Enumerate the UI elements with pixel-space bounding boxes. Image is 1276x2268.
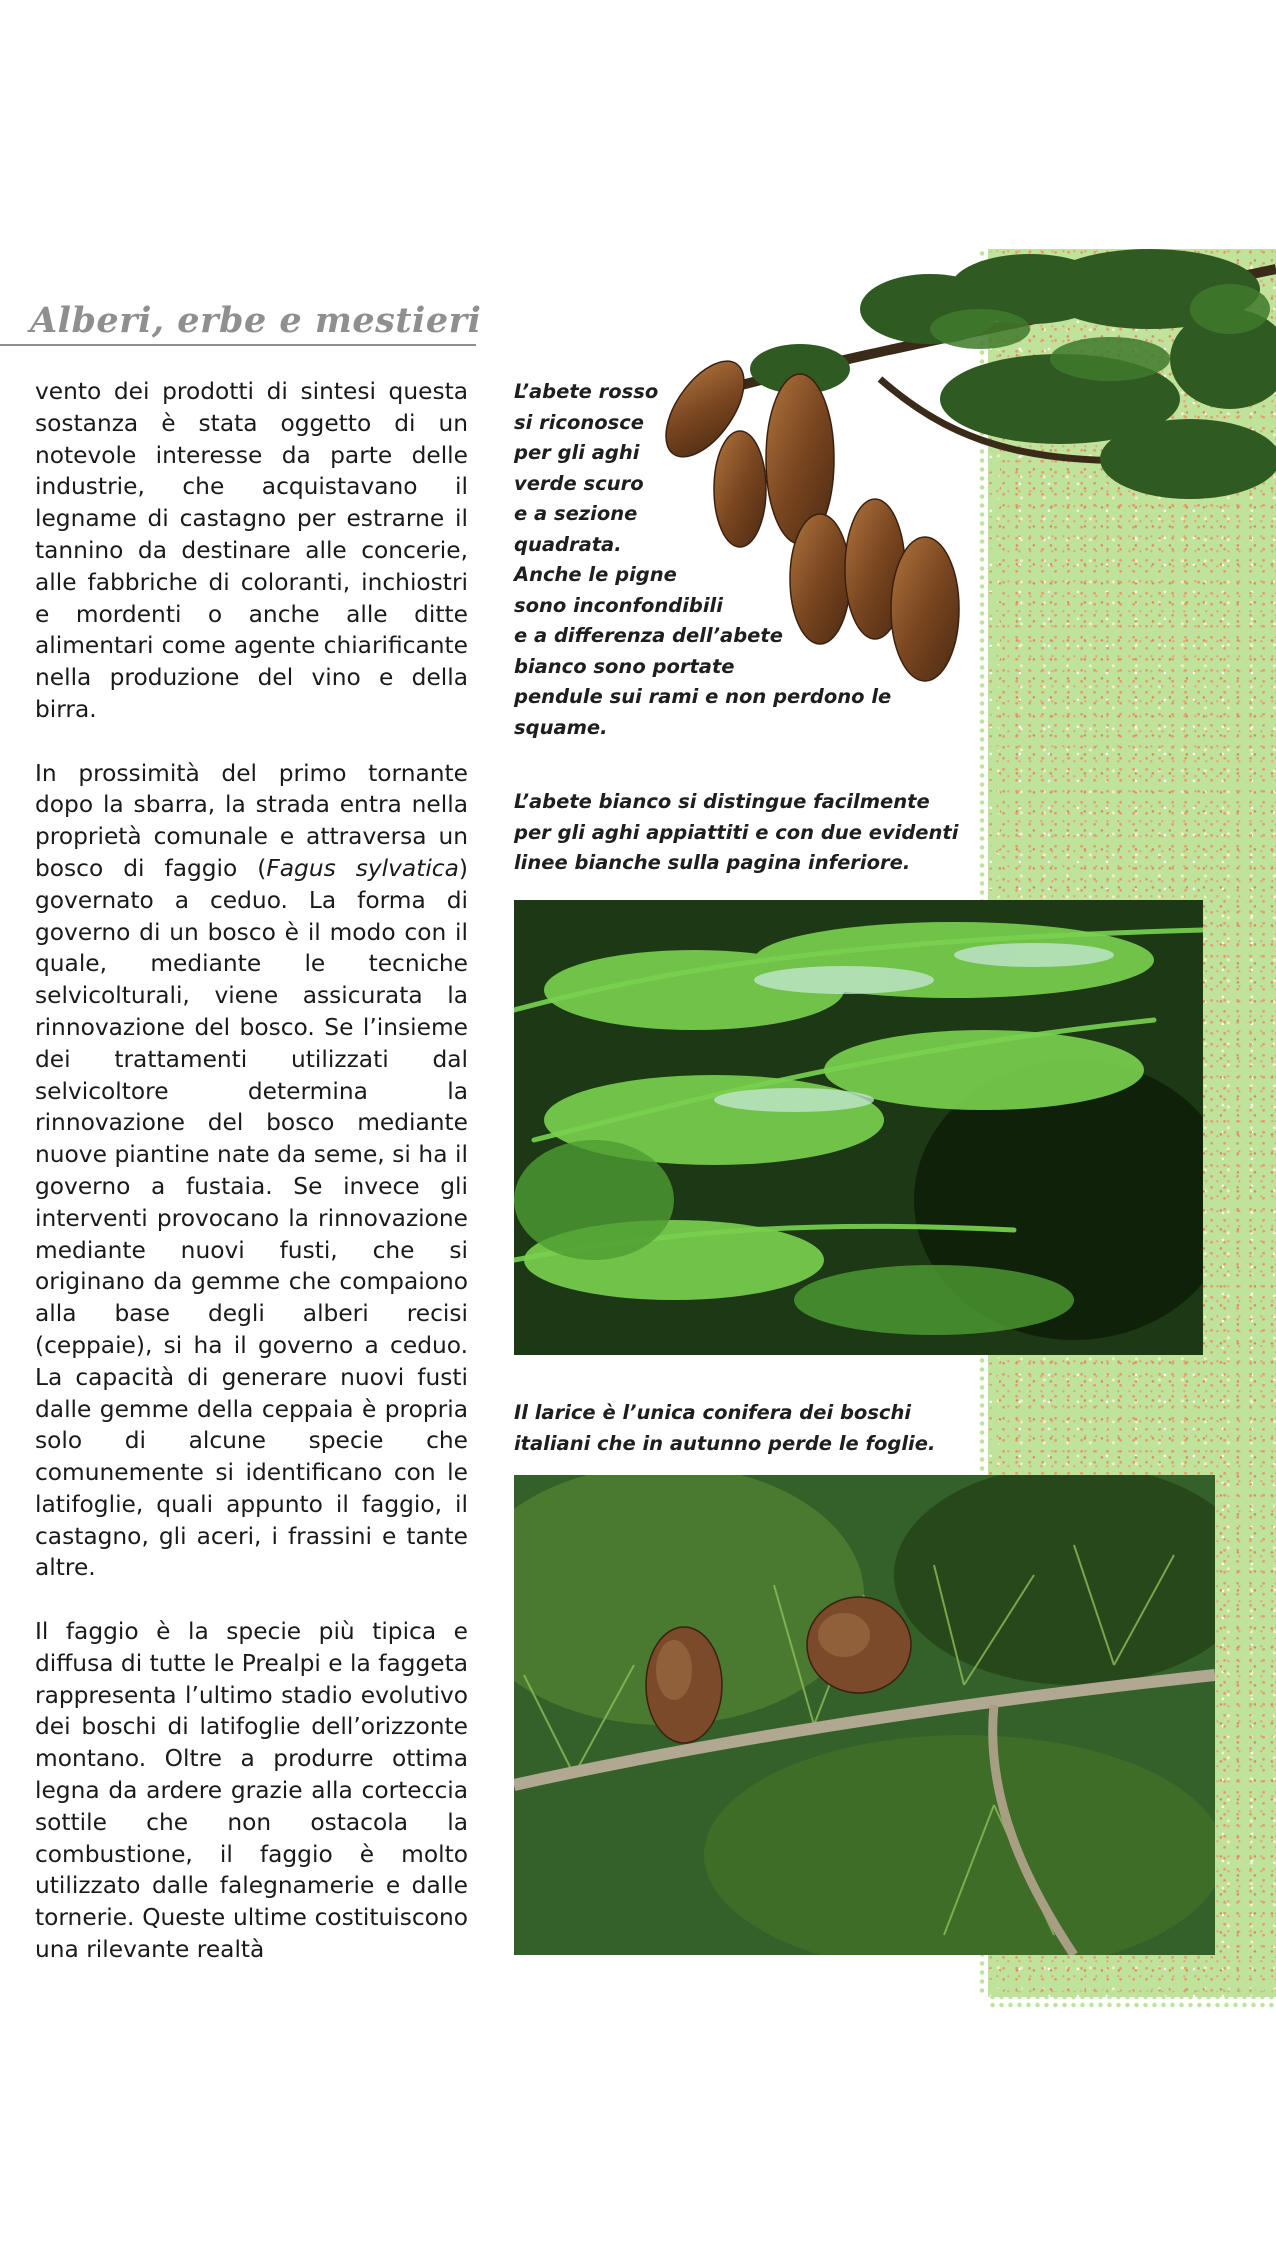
para2-after: ) governato a ceduo. La forma di governo di un bosco è il modo con il quale, mediante le tecniche selvicolturali, viene assicurata la rinnovazione del bosco. Se l’insieme dei trattamenti utilizzati dal selvicoltore determina la rinnovazione del bosco mediante nuove piantine nate da seme, si ha il governo a fustaia. Se invece gli interventi provocano la rinnovazione mediante nuovi fusti, che si originano da gemme che compaiono alla base degli alberi recisi (ceppaie), si ha il governo a ceduo. La capacità di generare nuovi fusti dalle gemme della ceppaia è propria solo di alcune specie che comunemente si identificano con le latifoglie, quali appunto il faggio, il castagno, gli aceri, i frassini e tante altre.: [35, 854, 468, 1582]
caption-abete-bianco: L’abete bianco si distingue facilmente per gli aghi appiattiti e con due evidenti linee bianche sulla pagina inferiore.: [514, 790, 959, 874]
header-rule: [0, 344, 476, 346]
body-text-column: [35, 376, 468, 1998]
latin-name-fagus: Fagus sylvatica: [266, 854, 459, 882]
caption-abete-rosso: L’abete rosso si riconosce per gli aghi verde scuro e a sezione quadrata. Anche le pigne sono inconfondibili e a differenza dell’abete bianco sono portate pendule sui rami e non perdono le squame.: [514, 380, 892, 739]
body-paragraph-3: Il faggio è la specie più tipica e diffusa di tutte le Prealpi e la faggeta rappresenta l’ultimo stadio evolutivo dei boschi di latifoglie dell’orizzonte montano. Oltre a produrre ottima legna da ardere grazie alla corteccia sottile che non ostacola la combustione, il faggio è molto utilizzato dalle falegnamerie e dalle tornerie. Queste ultime costituiscono una rilevante realtà: [35, 1618, 468, 1964]
body-paragraph-1: vento dei prodotti di sintesi questa sostanza è stata oggetto di un notevole interesse da parte delle industrie, che acquistavano il legname di castagno per estrarne il tannino da destinare alle concerie, alle fabbriche di coloranti, inchiostri e mordenti o anche alle ditte alimentari come agente chiarificante nella produzione del vino e della birra.: [35, 378, 468, 723]
photo-larice-cones: [514, 1475, 1215, 1955]
running-header-title: Alberi, erbe e mestieri: [30, 300, 482, 341]
photo-abete-bianco-needles: [514, 900, 1203, 1355]
body-paragraph-2: [35, 758, 468, 1585]
decorative-speckled-bottom: [988, 1985, 1276, 2009]
caption-larice: Il larice è l’unica conifera dei boschi italiani che in autunno perde le foglie.: [514, 1401, 936, 1455]
para2-before: In prossimità del primo tornante dopo la sbarra, la strada entra nella proprietà comunale e attraversa un bosco di faggio (: [35, 759, 468, 882]
